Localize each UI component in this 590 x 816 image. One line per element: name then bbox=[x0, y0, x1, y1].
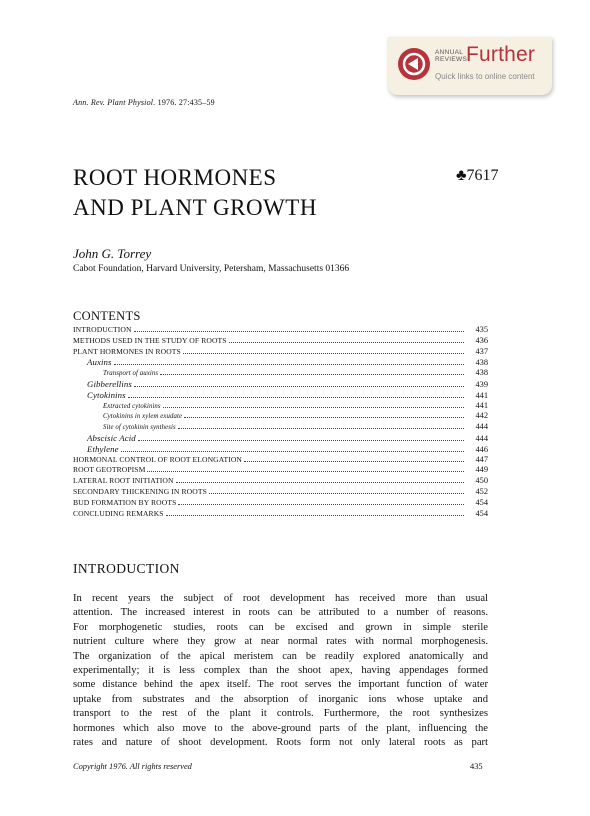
toc-entry-page: 437 bbox=[475, 346, 488, 356]
quick-links-link[interactable]: Quick links to online content bbox=[435, 72, 535, 81]
toc-leader-dots bbox=[178, 498, 464, 505]
toc-entry-page: 441 bbox=[475, 400, 488, 410]
toc-entry-label: Extracted cytokinins bbox=[103, 402, 161, 410]
title-line: AND PLANT GROWTH bbox=[73, 195, 317, 220]
toc-entry-page: 442 bbox=[475, 411, 488, 421]
toc-entry-page: 439 bbox=[475, 379, 488, 389]
table-of-contents bbox=[73, 325, 488, 519]
toc-entry[interactable] bbox=[73, 422, 488, 433]
toc-leader-dots bbox=[121, 445, 464, 452]
page-number: 435 bbox=[470, 762, 483, 771]
toc-leader-dots bbox=[166, 509, 464, 516]
toc-entry[interactable] bbox=[73, 357, 488, 368]
toc-entry-page: 454 bbox=[475, 508, 488, 518]
body-line: experimentally; it is less complex than the shoot apex, having appendages formed bbox=[73, 665, 488, 677]
body-line: some distance behind the apex itself. The root serves the important function of water bbox=[73, 679, 488, 691]
toc-leader-dots bbox=[114, 358, 464, 365]
toc-entry-label: INTRODUCTION bbox=[73, 325, 132, 334]
toc-entry[interactable] bbox=[73, 347, 488, 358]
body-line: attention. The increased interest in roots can be attributed to a number of reasons. bbox=[73, 607, 488, 619]
body-line: The organization of the apical meristem can be readily explored anatomically and bbox=[73, 650, 488, 662]
toc-leader-dots bbox=[183, 347, 464, 354]
toc-entry-page: 450 bbox=[475, 476, 488, 486]
toc-leader-dots bbox=[244, 455, 464, 462]
toc-entry[interactable] bbox=[73, 444, 488, 455]
toc-entry[interactable] bbox=[73, 476, 488, 487]
body-line: In recent years the subject of root development has received more than usual bbox=[73, 593, 488, 604]
toc-entry-label: Transport of auxins bbox=[103, 370, 159, 378]
body-line: rates and nature of shoot development. Roots form not only lateral roots as part bbox=[73, 737, 488, 749]
toc-leader-dots bbox=[138, 434, 464, 441]
toc-leader-dots bbox=[134, 325, 464, 332]
toc-leader-dots bbox=[229, 336, 464, 343]
toc-entry[interactable] bbox=[73, 498, 488, 509]
article-code: ♣7617 bbox=[456, 167, 499, 184]
toc-entry-label: Cytokinins bbox=[87, 389, 126, 400]
toc-entry[interactable] bbox=[73, 390, 488, 401]
author-name: John G. Torrey bbox=[73, 246, 152, 261]
toc-entry-label: SECONDARY THICKENING IN ROOTS bbox=[73, 486, 207, 496]
toc-entry[interactable] bbox=[73, 487, 488, 498]
toc-entry-page: 447 bbox=[475, 454, 488, 464]
toc-entry-page: 436 bbox=[475, 335, 488, 345]
toc-entry-page: 452 bbox=[475, 486, 488, 496]
journal-name: Ann. Rev. Plant Physiol. bbox=[73, 98, 156, 107]
section-heading: INTRODUCTION bbox=[73, 561, 180, 576]
toc-leader-dots bbox=[178, 422, 464, 429]
play-back-icon bbox=[398, 48, 430, 80]
copyright-notice: Copyright 1976. All rights reserved bbox=[73, 762, 192, 771]
toc-entry[interactable] bbox=[73, 379, 488, 390]
toc-entry-label: BUD FORMATION BY ROOTS bbox=[73, 497, 177, 507]
body-line: uptake from substrates and the absorption of inorganic ions whose uptake and bbox=[73, 693, 488, 705]
toc-entry-page: 438 bbox=[475, 368, 488, 378]
toc-entry[interactable] bbox=[73, 401, 488, 412]
toc-leader-dots bbox=[176, 476, 464, 483]
annual-reviews-label: ANNUAL REVIEWS bbox=[435, 49, 468, 63]
toc-leader-dots bbox=[209, 487, 464, 494]
body-line: hormones which also move to the above-ground parts of the plant, influencing the bbox=[73, 722, 488, 734]
toc-leader-dots bbox=[160, 368, 464, 375]
toc-leader-dots bbox=[163, 401, 464, 408]
toc-entry[interactable] bbox=[73, 411, 488, 422]
journal-volume: 1976. 27:435–59 bbox=[157, 98, 215, 107]
toc-entry-page: 435 bbox=[475, 325, 488, 334]
toc-entry-page: 454 bbox=[475, 497, 488, 507]
toc-entry-label: METHODS USED IN THE STUDY OF ROOTS bbox=[73, 335, 227, 345]
body-line: For morphogenetic studies, roots can be excised and grown in simple sterile bbox=[73, 621, 488, 633]
body-line: transport to the rest of the plant it controls. Furthermore, the root synthesizes bbox=[73, 708, 488, 720]
body-line: nutrient culture where they grow at near normal rates with normal morphogenesis. bbox=[73, 636, 488, 648]
toc-entry-page: 441 bbox=[475, 390, 488, 400]
toc-leader-dots bbox=[134, 380, 464, 387]
toc-entry-page: 446 bbox=[475, 444, 488, 454]
toc-leader-dots bbox=[147, 465, 464, 472]
further-label: Further bbox=[466, 43, 536, 66]
toc-entry[interactable] bbox=[73, 325, 488, 336]
article-title bbox=[73, 163, 317, 223]
toc-entry[interactable] bbox=[73, 455, 488, 466]
toc-entry-label: Site of cytokinin synthesis bbox=[103, 424, 176, 432]
toc-entry-label: Gibberellins bbox=[87, 378, 132, 389]
toc-leader-dots bbox=[184, 411, 464, 418]
toc-entry-label: HORMONAL CONTROL OF ROOT ELONGATION bbox=[73, 454, 243, 464]
toc-entry-label: PLANT HORMONES IN ROOTS bbox=[73, 346, 181, 356]
toc-entry[interactable] bbox=[73, 368, 488, 379]
toc-entry-page: 444 bbox=[475, 422, 488, 432]
toc-entry[interactable] bbox=[73, 336, 488, 347]
toc-entry-label: Auxins bbox=[87, 357, 112, 368]
toc-entry-label: Cytokinins in xylem exudate bbox=[103, 413, 183, 421]
toc-entry-page: 444 bbox=[475, 433, 488, 443]
title-line: ROOT HORMONES bbox=[73, 165, 277, 190]
toc-entry[interactable] bbox=[73, 509, 488, 520]
toc-entry-page: 438 bbox=[475, 358, 488, 368]
body-text bbox=[73, 592, 488, 750]
toc-entry[interactable] bbox=[73, 465, 488, 476]
author-affiliation: Cabot Foundation, Harvard University, Petersham, Massachusetts 01366 bbox=[73, 264, 350, 274]
toc-entry-page: 449 bbox=[475, 465, 488, 475]
toc-entry-label: Abscisic Acid bbox=[87, 432, 136, 443]
journal-citation bbox=[73, 98, 215, 107]
annual-reviews-further-banner[interactable] bbox=[388, 37, 552, 95]
toc-entry[interactable] bbox=[73, 433, 488, 444]
toc-entry-label: CONCLUDING REMARKS bbox=[73, 508, 164, 518]
toc-leader-dots bbox=[128, 391, 464, 398]
toc-entry-label: LATERAL ROOT INITIATION bbox=[73, 476, 174, 486]
contents-heading: CONTENTS bbox=[73, 309, 141, 323]
toc-entry-label: ROOT GEOTROPISM bbox=[73, 465, 146, 475]
toc-entry-label: Ethylene bbox=[87, 443, 119, 454]
